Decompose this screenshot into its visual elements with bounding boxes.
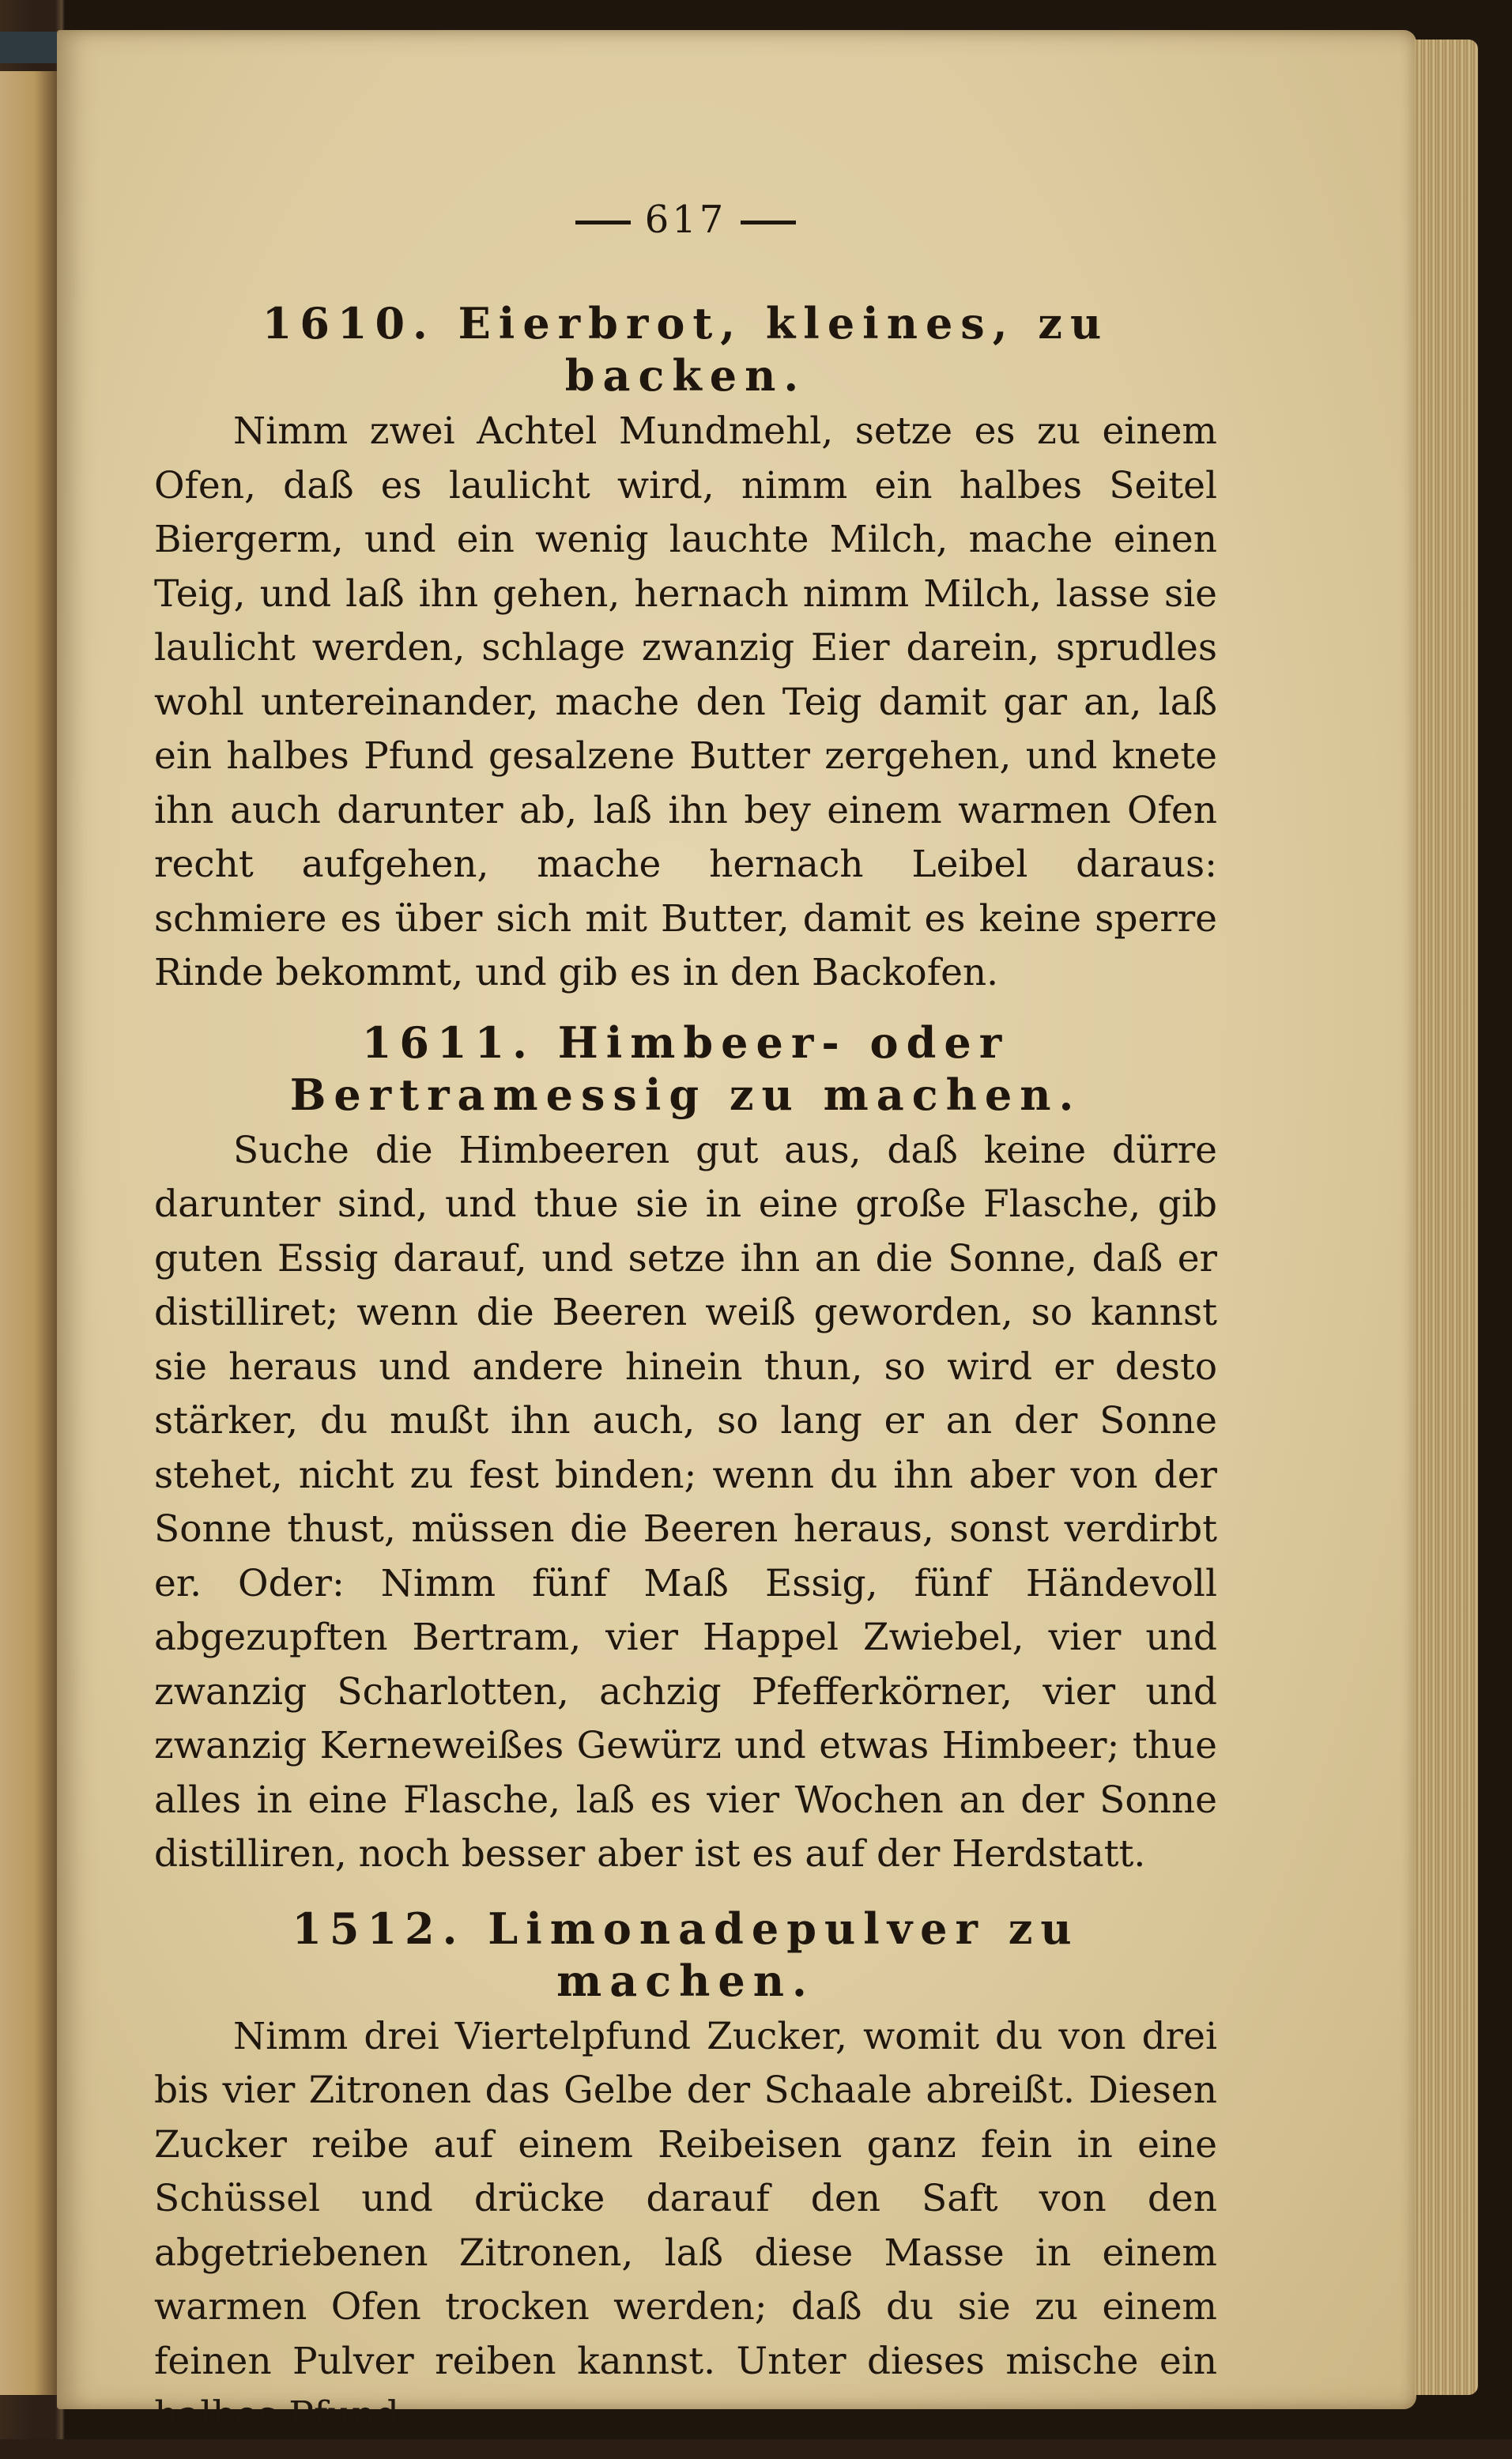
recipe-text: Suche die Himbeeren gut aus, daß keine dürre darunter sind, und thue sie in eine große Flasche, gib guten Essig darauf, und setze ihn an die Sonne, daß er distilliret; wenn die Beeren weiß geworden, so kannst sie heraus und andere hinein thun, so wird er desto stärker, du mußt ihn auch, so lang er an der Sonne stehet, nicht zu fest binden; wenn du ihn aber von der Sonne thust, müssen die Beeren heraus, sonst verdirbt er. Oder: Nimm fünf Maß Essig, fünf Händevoll abgezupften Bertram, vier Happel Zwiebel, vier und zwanzig Scharlotten, achzig Pfefferkörner, vier und zwanzig Kerneweißes Gewürz und etwas Himbeer; thue alles in eine Flasche, laß es vier Wochen an der Sonne distilliren, noch besser aber ist es auf der Herdstatt. [154, 1128, 1217, 1876]
facing-page-edge [0, 71, 57, 2395]
page-header [154, 198, 1217, 242]
header-dash-right [741, 221, 796, 224]
recipe-section-1610 [154, 297, 1217, 1001]
recipe-heading: 1512. Limonadepulver zu machen. [292, 1903, 1080, 2006]
recipe-heading: 1610. Eierbrot, kleines, zu backen. [262, 298, 1110, 401]
page-stack-edge [1415, 40, 1478, 2395]
header-dash-left [575, 221, 631, 224]
recipe-section-1512 [154, 1903, 1217, 2443]
recipe-text: Nimm zwei Achtel Mundmehl, setze es zu einem Ofen, daß es laulicht wird, nimm ein halbes Seitel Biergerm, und ein wenig lauchte Milch, mache einen Teig, und laß ihn gehen, hernach nimm Milch, lasse sie laulicht werden, schlage zwanzig Eier darein, sprudles wohl untereinander, mache den Teig damit gar an, laß ein halbes Pfund gesalzene Butter zergehen, und knete ihn auch darunter ab, laß ihn bey einem warmen Ofen recht aufgehen, mache hernach Leibel daraus: schmiere es über sich mit Butter, damit es keine sperre Rinde bekommt, und gib es in den Backofen. [154, 409, 1217, 994]
recipe-heading: 1611. Himbeer- oder Bertramessig zu machen. [289, 1016, 1082, 1120]
page-content [154, 198, 1217, 2459]
page-number: 617 [644, 198, 727, 242]
recipe-text: Nimm drei Viertelpfund Zucker, womit du von drei bis vier Zitronen das Gelbe der Schaale abreißt. Diesen Zucker reibe auf einem Reibeisen ganz fein in eine Schüssel und drücke darauf den Saft von den abgetriebenen Zitronen, laß diese Masse in einem warmen Ofen trocken werden; daß du sie zu einem feinen Pulver reiben kannst. Unter dieses mische ein halbes Pfund [154, 2014, 1217, 2437]
recipe-section-1611 [154, 1016, 1217, 1882]
